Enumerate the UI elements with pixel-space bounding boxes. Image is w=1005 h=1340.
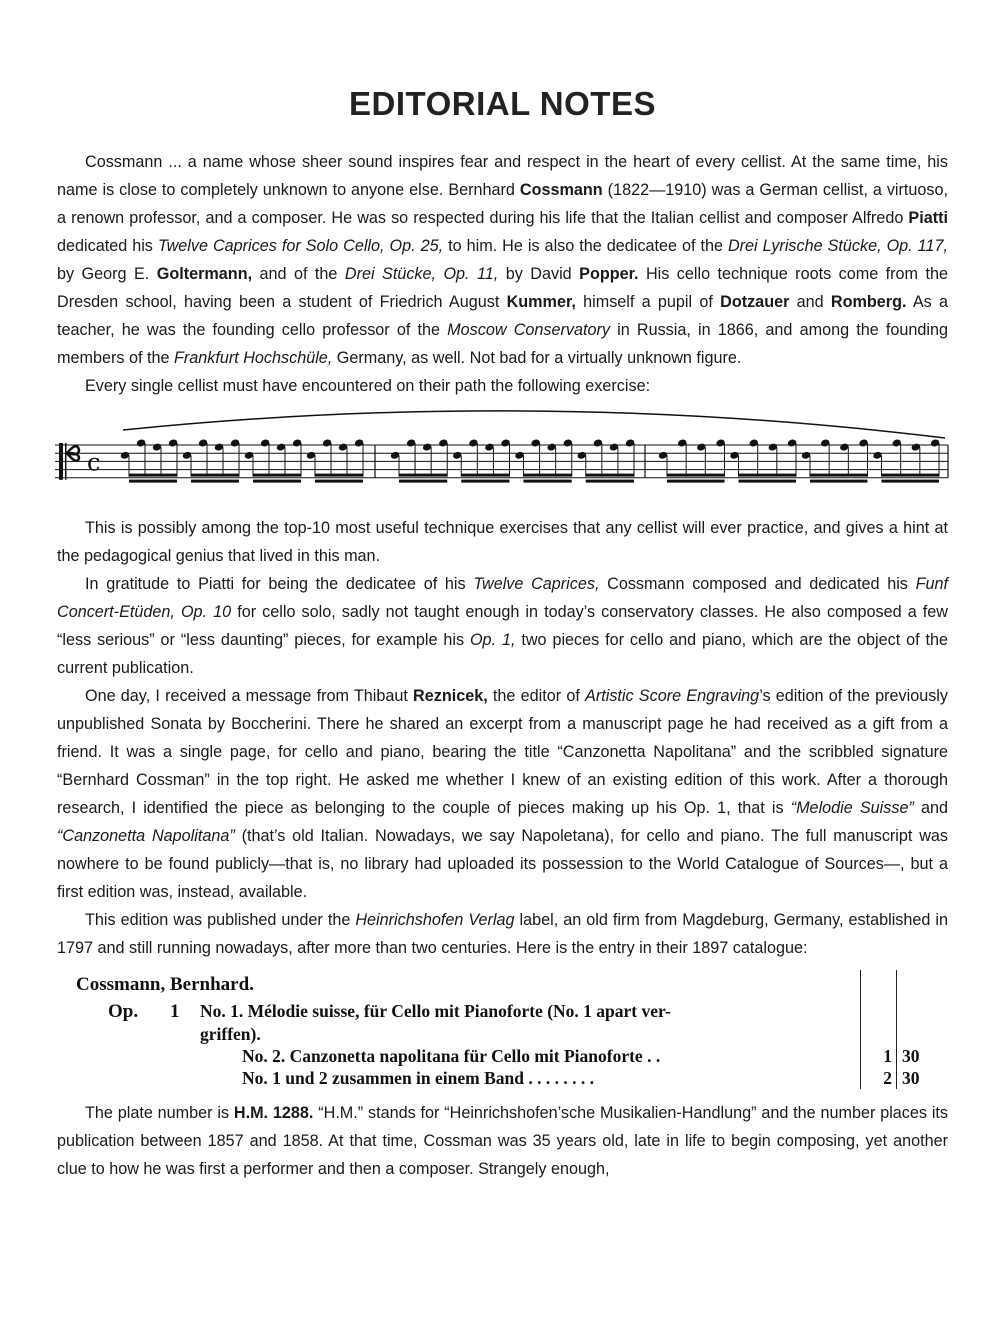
italic-text: Moscow Conservatory (447, 321, 610, 339)
italic-text: “Melodie Suisse” (790, 799, 914, 817)
catalog-op-number: 1 (170, 1001, 180, 1022)
text-run: by Georg E. (57, 265, 157, 283)
italic-text: Heinrichshofen Verlag (355, 911, 515, 929)
text-run: One day, I received a message from Thibaut (85, 687, 414, 705)
catalog-price-cell (896, 1023, 940, 1045)
beam (315, 480, 363, 483)
italic-text: Op. 1, (469, 631, 516, 649)
text-run: and (789, 293, 831, 311)
text-run: Cossmann ... a name whose sheer sound inspires fear and respect in the heart of every cellist. At the same time, his name is close to completely unknown to anyone else. Bernhard (57, 153, 948, 199)
tenor-clef-icon (65, 443, 67, 480)
bold-text: Romberg. (830, 293, 907, 311)
beam (253, 474, 301, 477)
beam (882, 474, 940, 477)
beam (810, 480, 868, 483)
beam (524, 480, 572, 483)
text-run: for cello solo, sadly not taught enough in today’s conservatory classes. He also composed a few “less serious” or “less daunting” pieces, for example his (57, 603, 948, 649)
page-title: EDITORIAL NOTES (349, 85, 656, 122)
catalog-price-cell (896, 1000, 940, 1023)
text-run: “H.M.” stands for “Heinrichshofen’sche Musikalien-Handlung” and the number places its publication between 1857 and 1858. At that time, Cossman was 35 years old, late in life to begin composing, yet another clue to how he was first a performer and then a composer. Strangely enough, (57, 1104, 949, 1178)
catalog-line-2: griffen). (200, 1024, 261, 1044)
catalog-price-cell (860, 1023, 896, 1045)
text-run: and of the (252, 265, 345, 283)
italic-text: Artistic Score Engraving (585, 687, 760, 705)
catalog-op-line (60, 1000, 860, 1023)
text-run: and (913, 799, 949, 817)
text-run: himself a pupil of (575, 293, 721, 311)
bold-text: Piatti (908, 209, 948, 227)
paragraph-discovery (57, 682, 948, 906)
beam (739, 474, 797, 477)
beam (399, 474, 447, 477)
beam (129, 474, 177, 477)
catalog-price-cell (860, 1000, 896, 1023)
catalog-op: Op. (108, 1001, 139, 1022)
text-run: The plate number is (85, 1104, 234, 1122)
catalog-line-1: No. 1. Mélodie suisse, für Cello mit Pianoforte (No. 1 apart ver- (200, 1001, 671, 1021)
bold-text: Cossmann (519, 181, 603, 199)
italic-text: Frankfurt Hochschüle, (173, 349, 333, 367)
beam (810, 474, 868, 477)
catalog-price: 2 (860, 1067, 896, 1089)
text-run: by David (498, 265, 580, 283)
beam (253, 480, 301, 483)
paragraph-cossmann-intro (57, 148, 948, 372)
bold-text: Kummer, (506, 293, 576, 311)
text-run: Germany, as well. Not bad for a virtually unknown figure. (332, 349, 742, 367)
beam (882, 480, 940, 483)
catalog-line-4: No. 1 und 2 zusammen in einem Band . . . . . . . . (242, 1068, 594, 1088)
catalogue-excerpt (60, 970, 940, 1089)
beam (129, 480, 177, 483)
text-run: (that’s old Italian. Nowadays, we say Napoletana), for cello and piano. The full manuscript was nowhere to be found publicly—that is, no library had uploaded its possession to the World Catalogue of Sources—, but a first edition was, instead, available. (57, 827, 948, 901)
italic-text: Drei Lyrische Stücke, Op. 117, (727, 237, 948, 255)
catalog-price-cell (860, 970, 896, 1000)
catalog-price: 30 (896, 1045, 940, 1067)
bold-text: Reznicek, (413, 687, 488, 705)
beam (315, 474, 363, 477)
italic-text: “Canzonetta Napolitana” (57, 827, 235, 845)
text-run: to him. He is also the dedicatee of the (443, 237, 728, 255)
beam (586, 474, 634, 477)
text-run: Every single cellist must have encountered on their path the following exercise: (85, 377, 651, 395)
text-run: This edition was published under the (85, 911, 356, 929)
bold-text: Popper. (579, 265, 639, 283)
beam (461, 474, 509, 477)
text-run: As a teacher, he was the founding cello professor of the (57, 293, 948, 339)
italic-text: Funf Concert-Etüden, Op. 10 (57, 575, 948, 621)
catalog-price: 30 (896, 1067, 940, 1089)
beam (667, 474, 725, 477)
bold-text: Goltermann, (156, 265, 253, 283)
paragraph-plate-number (57, 1099, 948, 1183)
catalog-price-cell (896, 970, 940, 1000)
beam (667, 480, 725, 483)
text-run: Cossmann composed and dedicated his (599, 575, 916, 593)
text-run: In gratitude to Piatti for being the dedicatee of his (85, 575, 474, 593)
paragraph-exercise-intro (57, 372, 948, 400)
catalog-price: 1 (860, 1045, 896, 1067)
paragraph-gratitude (57, 570, 948, 682)
bold-text: Dotzauer (720, 293, 790, 311)
tenor-clef-icon (59, 443, 63, 480)
bold-text: H.M. 1288. (233, 1104, 314, 1122)
beam (461, 480, 509, 483)
beam (191, 480, 239, 483)
beam (191, 474, 239, 477)
catalog-heading: Cossmann, Bernhard. (76, 974, 254, 995)
italic-text: Drei Stücke, Op. 11, (344, 265, 499, 283)
text-run: in Russia, in 1866, and among the founding members of the (57, 321, 949, 367)
beam (524, 474, 572, 477)
tenor-clef-icon (67, 453, 79, 461)
beam (739, 480, 797, 483)
slur (123, 411, 945, 438)
beam (586, 480, 634, 483)
text-run: This is possibly among the top-10 most useful technique exercises that any cellist will ever practice, and gives a hint at the pedagogical genius that lived in this man. (57, 519, 948, 565)
italic-text: Twelve Caprices, (473, 575, 600, 593)
music-excerpt-staff (55, 406, 950, 486)
text-run: His cello technique roots come from the Dresden school, having been a student of Friedrich August (57, 265, 948, 311)
text-run: the editor of (487, 687, 586, 705)
beam (399, 480, 447, 483)
text-run: ’s edition of the previously unpublished Sonata by Boccherini. There he shared an excerpt from a manuscript page he had received as a gift from a friend. It was a single page, for cello and piano, bearing the title “Canzonetta Napolitana” and the scribbled signature “Bernhard Cossman” in the top right. He asked me whether I knew of an existing edition of this work. After a thorough research, I identified the piece as belonging to the couple of pieces making up his Op. 1, that is (57, 687, 948, 817)
time-signature: c (87, 448, 101, 477)
text-run: (1822—1910) was a German cellist, a virtuoso, a renown professor, and a composer. He was so respected during his life that the Italian cellist and composer Alfredo (57, 181, 949, 227)
paragraph-top-10 (57, 514, 948, 570)
text-run: two pieces for cello and piano, which are the object of the current publication. (57, 631, 949, 677)
text-run: dedicated his (57, 237, 158, 255)
italic-text: Twelve Caprices for Solo Cello, Op. 25, (157, 237, 444, 255)
catalog-line-3: No. 2. Canzonetta napolitana für Cello mit Pianoforte . . (242, 1046, 661, 1066)
paragraph-edition (57, 906, 948, 962)
text-run: label, an old firm from Magdeburg, Germany, established in 1797 and still running nowadays, after more than two centuries. Here is the entry in their 1897 catalogue: (57, 911, 949, 957)
